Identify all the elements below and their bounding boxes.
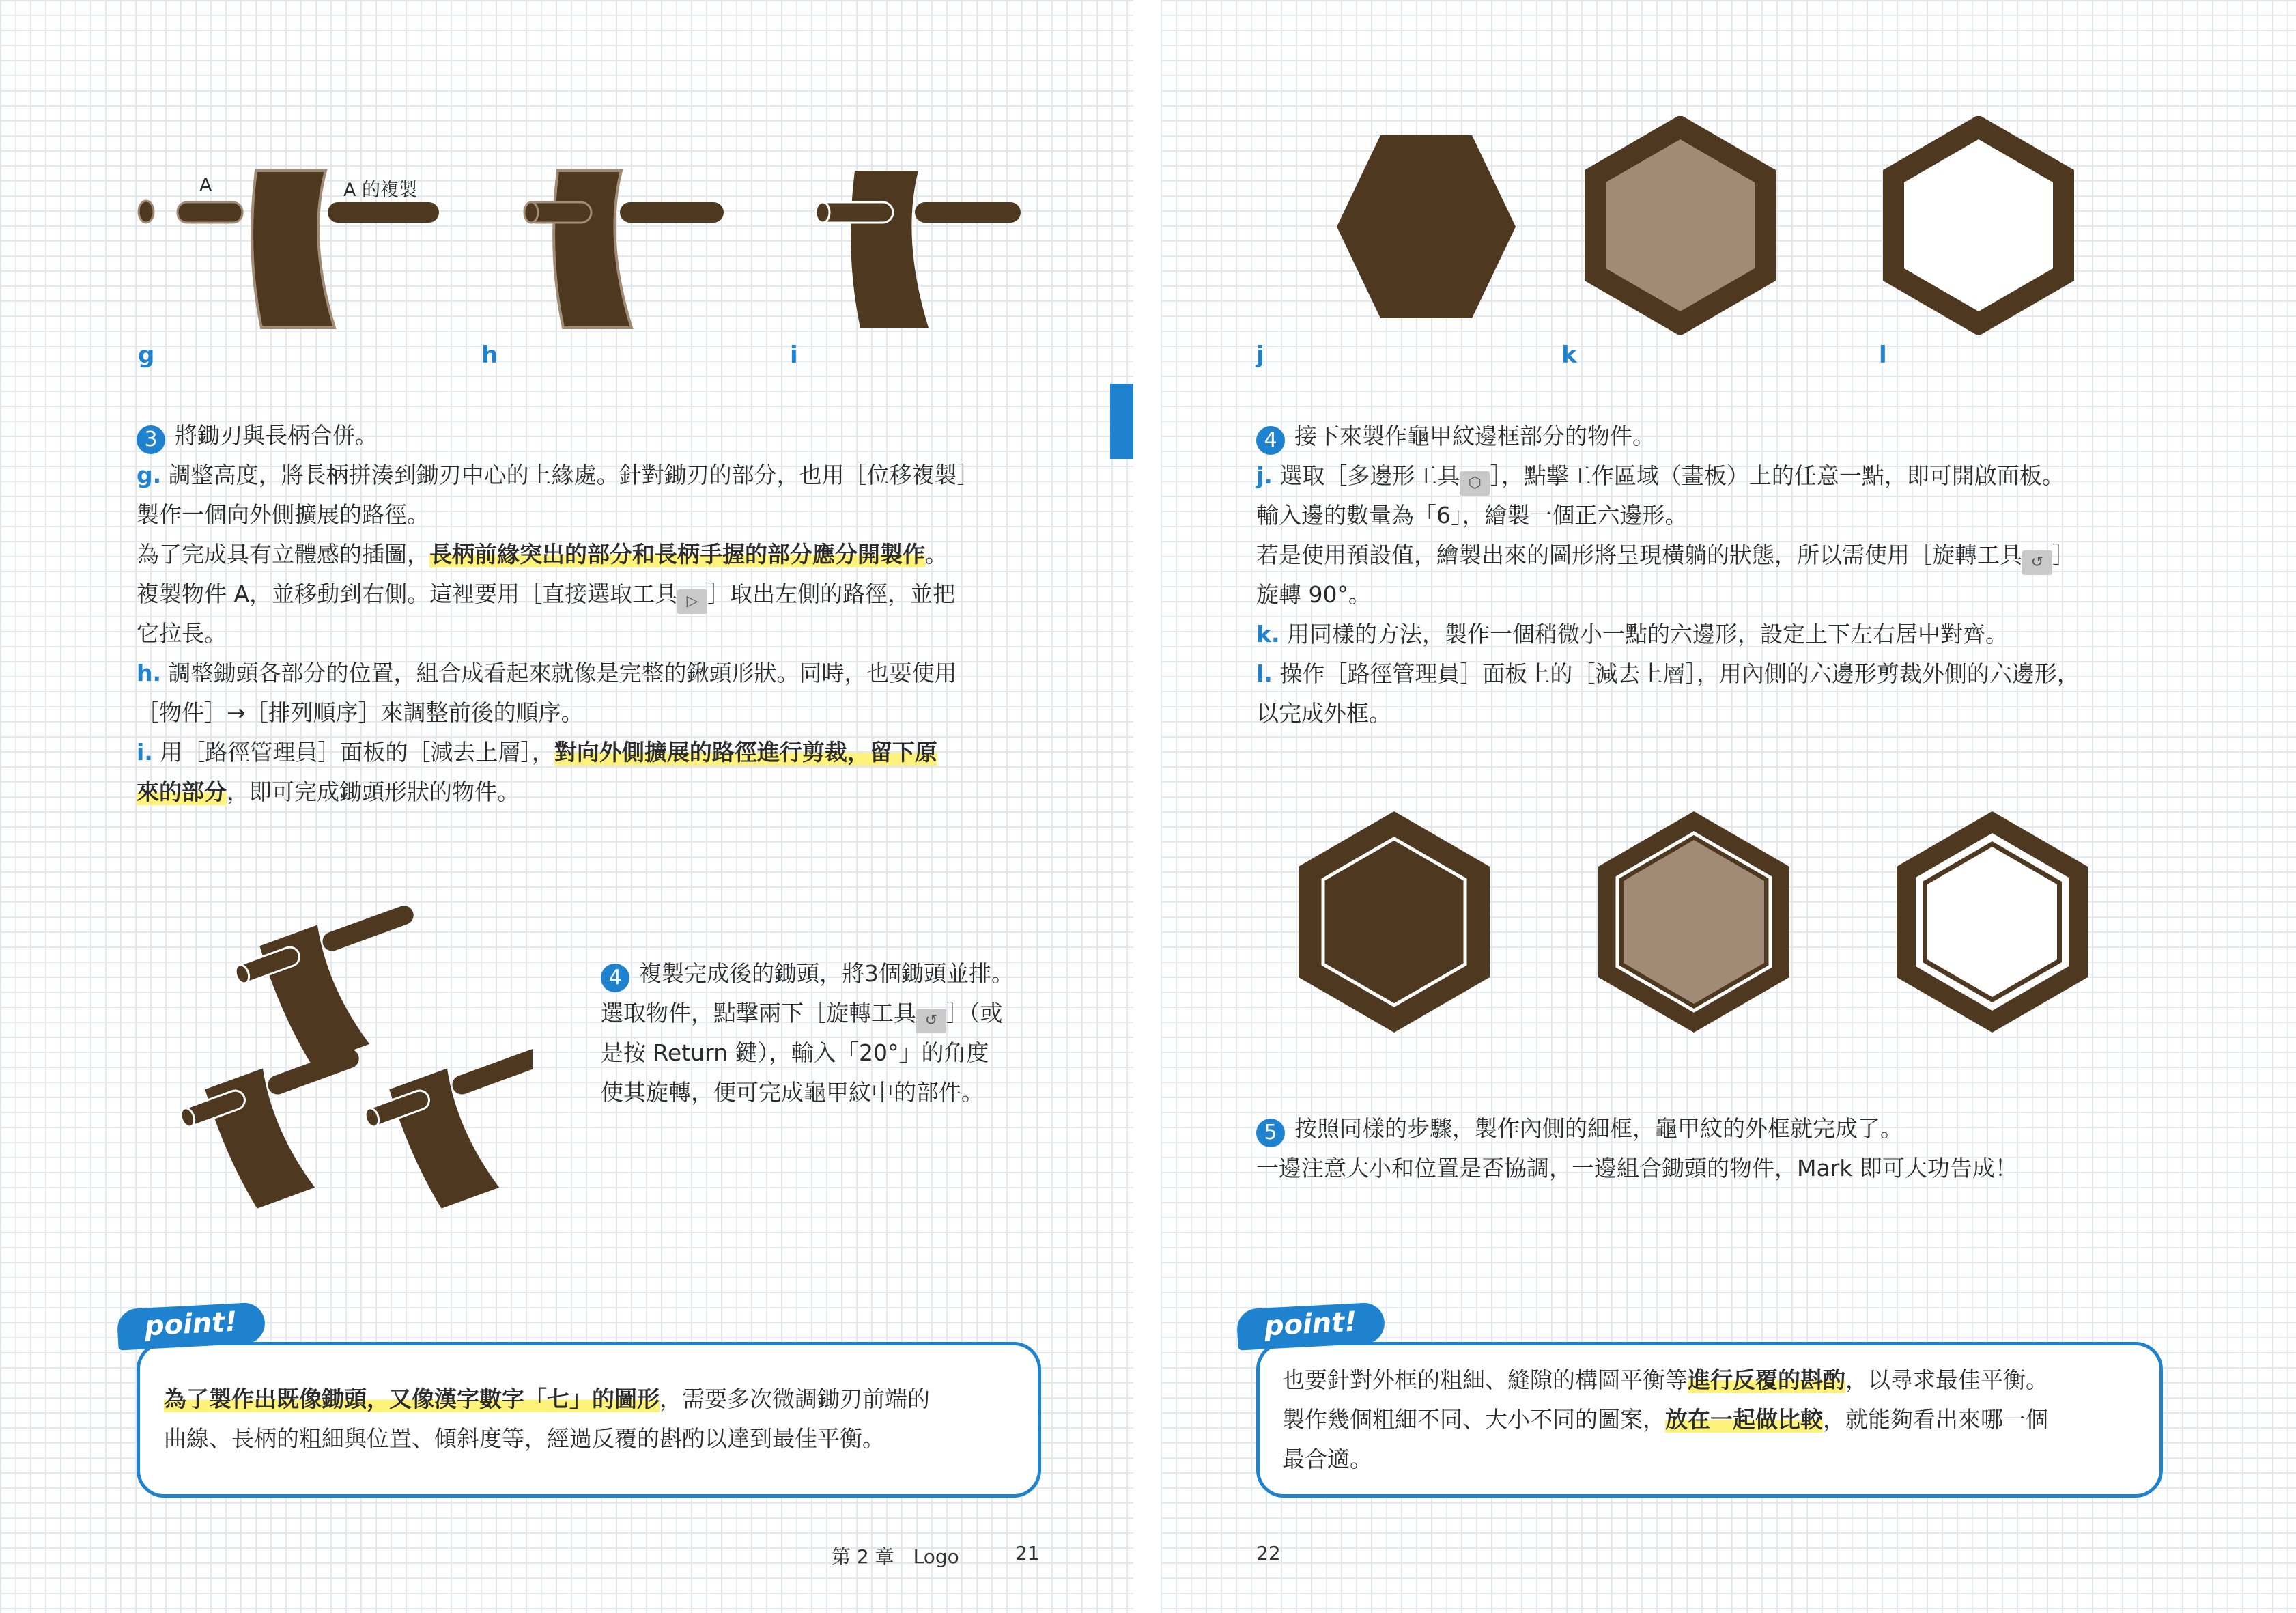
hexagon-frame [1883,116,2074,335]
point-right-l3: 最合適。 [1282,1446,1372,1472]
key-h: h. [137,660,162,686]
j-line1-post: ］，點擊工作區域（畫板）上的任意一點，即可開啟面板。 [1490,462,2065,489]
figure-letter-g: g [138,341,155,369]
handle-end-cap [139,201,154,223]
l-line2: 以完成外框。 [1256,700,1391,727]
left-step4-line1: 複製完成後的鋤頭，將3個鋤頭並排。 [639,960,1014,987]
step5-heading: 按照同樣的步驟，製作內側的細框，龜甲紋的外框就完成了。 [1294,1115,1903,1142]
h-line2: ［物件］→［排列順序］來調整前後的順序。 [137,699,584,726]
step-number-5: 5 [1256,1119,1285,1147]
right-step4-heading: 接下來製作龜甲紋邊框部分的物件。 [1294,423,1655,449]
blade-final [851,171,929,328]
p3-line1-post: ］取出左側的路徑，並把 [707,580,956,607]
page-number-left: 21 [1015,1542,1040,1565]
p2-post: 。 [925,541,948,567]
hoe-bottom-left [175,1036,395,1222]
i-post: ，即可完成鋤頭形狀的物件。 [227,779,520,805]
point-left-line1-post: ，需要多次微調鋤刃前端的 [660,1386,930,1412]
handle-back [620,202,724,223]
j-line2: 輸入邊的數量為「6」，繪製一個正六邊形。 [1256,502,1688,529]
hoe-top [229,893,450,1079]
hexagon-two-tone-inner-frame [1598,811,1789,1033]
hexagon-dark-inner-frame [1299,811,1490,1033]
page-number-right: 22 [1256,1542,1281,1565]
left-step4-line2-pre: 選取物件，點擊兩下［旋轉工具 [601,1000,916,1026]
rs4-p2-line1-pre: 若是使用預設值，繪製出來的圖形將呈現橫躺的狀態，所以需使用［旋轉工具 [1256,542,2022,568]
key-j: j. [1256,462,1273,489]
rs4-p2-line1-post: ］ [2052,542,2075,568]
j-line1-pre: 選取［多邊形工具 [1279,462,1460,489]
step-number-4-right: 4 [1256,426,1285,455]
rotate-tool-icon-right: ↺ [2022,550,2052,575]
chapter-tab-marker [1110,384,1133,459]
figure-letter-k: k [1561,341,1577,369]
step3-heading: 將鋤刃與長柄合併。 [175,422,378,449]
blade-combined [554,171,632,328]
p2-pre: 為了完成具有立體感的插圖， [137,541,429,567]
left-step4-line2-post: ］（或 [946,1000,1003,1026]
right-step4-text [1256,417,2198,733]
key-i: i. [137,739,153,766]
point-right-l2-post: ，就能夠看出來哪一個 [1823,1406,2048,1433]
chapter-footer: 第 2 章 Logo [832,1545,959,1568]
point-right-l1-pre: 也要針對外框的粗細、縫隙的構圖平衡等 [1282,1366,1688,1393]
left-step4-line3: 是按 Return 鍵），輸入「20°」的角度 [601,1039,989,1066]
handle-front-cap-final [816,202,830,223]
step-number-3: 3 [137,425,165,454]
point-text-right [1282,1360,2048,1479]
key-g: g. [137,462,162,488]
point-left-line2: 曲線、長柄的粗細與位置、傾斜度等，經過反覆的斟酌以達到最佳平衡。 [164,1425,885,1452]
point-right-l1-post: ，以尋求最佳平衡。 [1845,1366,2048,1393]
point-right-l2-pre: 製作幾個粗細不同、大小不同的圖案， [1282,1406,1665,1433]
figure-three-hoes [150,881,533,1236]
polygon-tool-icon: ⬡ [1460,471,1490,496]
hoe-bottom-right [359,1036,533,1222]
rs4-p2-line2: 旋轉 90°。 [1256,581,1371,608]
hexagon-two-tone [1585,116,1776,335]
key-l: l. [1256,660,1273,687]
hexagon-frame-inner-frame [1897,811,2088,1033]
p3-line1-pre: 複製物件 A，並移動到右側。這裡要用［直接選取工具 [137,580,678,607]
figure-letter-h: h [481,341,498,369]
step3-text [137,416,1051,812]
point-tag-right: point! [1236,1302,1386,1350]
point-right-l1-highlight: 進行反覆的斟酌 [1688,1366,1845,1393]
figure-letter-j: j [1256,341,1264,369]
point-text-left [164,1379,930,1459]
l-line1: 操作［路徑管理員］面板上的［減去上層］，用內側的六邊形剪裁外側的六邊形， [1279,660,2080,687]
h-line1: 調整鋤頭各部分的位置，組合成看起來就像是完整的鍬頭形狀。同時，也要使用 [168,660,957,686]
figure-g-h-i [123,157,1038,335]
key-k: k. [1256,621,1280,647]
handle-object-a [178,202,242,223]
label-a-copy: A 的複製 [343,180,418,201]
g-line2: 製作一個向外側擴展的路徑。 [137,501,429,528]
step5-text [1256,1109,2198,1188]
i-highlight2: 來的部分 [137,779,227,805]
point-right-l2-highlight: 放在一起做比較 [1665,1406,1823,1433]
figure-letter-l: l [1879,341,1887,369]
point-tag-left: point! [117,1302,266,1350]
right-page [1161,0,2296,1613]
label-a: A [199,175,212,196]
step5-line2: 一邊注意大小和位置是否協調，一邊組合鋤頭的物件，Mark 即可大功告成！ [1256,1155,2017,1181]
p2-highlight: 長柄前緣突出的部分和長柄手握的部分應分開製作 [429,541,925,567]
k-line: 用同樣的方法，製作一個稍微小一點的六邊形，設定上下左右居中對齊。 [1286,621,2008,647]
handle-object-a-copy [328,202,439,223]
hexagon-solid [1337,135,1516,318]
direct-selection-tool-icon: ▷ [677,589,707,614]
figure-hexagons-inner-frame [1297,806,2116,1038]
left-step4-text [601,954,1051,1112]
g-line1: 調整高度，將長柄拼湊到鋤刃中心的上緣處。針對鋤刃的部分，也用［位移複製］ [168,462,980,488]
step-number-4: 4 [601,964,629,992]
figure-j-k-l [1284,116,2171,335]
handle-back-final [915,202,1021,223]
handle-front-cap [524,202,538,223]
p3-line2: 它拉長。 [137,620,227,647]
blade-with-offset-path [252,171,335,328]
i-pre: 用［路徑管理員］面板的［減去上層］， [160,739,554,766]
figure-letter-i: i [790,341,798,369]
rotate-tool-icon: ↺ [916,1009,946,1033]
page-gutter [1133,0,1161,1613]
left-step4-line4: 使其旋轉，便可完成龜甲紋中的部件。 [601,1079,984,1106]
i-highlight1: 對向外側擴展的路徑進行剪裁，留下原 [554,739,937,766]
point-left-highlight: 為了製作出既像鋤頭，又像漢字數字「七」的圖形 [164,1386,660,1412]
left-page [0,0,1133,1613]
